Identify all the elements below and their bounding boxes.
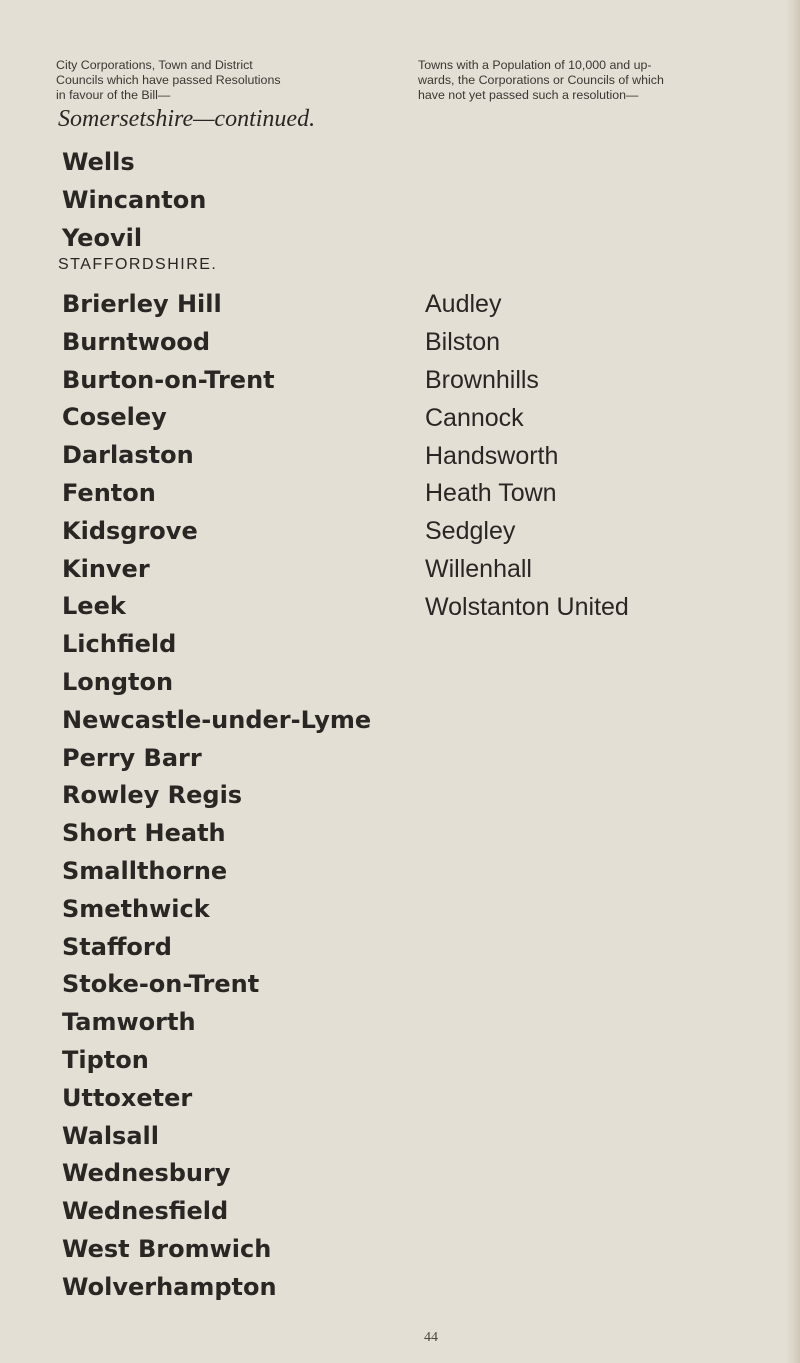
staffordshire-not-passed-list [425,286,629,627]
list-item: Walsall [62,1121,159,1150]
header-line: have not yet passed such a resolution— [418,88,639,102]
list-item: West Bromwich [62,1234,272,1263]
list-item: Wolverhampton [62,1272,277,1301]
list-item: Kidsgrove [62,516,198,545]
list-item: Tipton [62,1045,149,1074]
header-line: in favour of the Bill— [56,88,171,102]
list-item: Uttoxeter [62,1083,193,1112]
list-item: Short Heath [62,819,226,848]
list-item: Stoke-on-Trent [62,970,260,999]
list-item: Perry Barr [62,743,202,772]
staffordshire-passed-list [62,286,371,1307]
list-item: Wednesfield [62,1197,229,1226]
county-continued-heading: Somersetshire—continued. [58,106,316,132]
header-line: Councils which have passed Resolutions [56,73,281,87]
list-item: Willenhall [425,555,532,584]
list-item: Brownhills [425,365,539,394]
list-item: Yeovil [62,223,143,252]
list-item: Smethwick [62,894,210,923]
list-item: Wednesbury [62,1159,231,1188]
somerset-passed-list [62,144,206,258]
list-item: Leek [62,592,126,621]
list-item: Wincanton [62,185,207,214]
list-item: Wells [62,148,135,176]
list-item: Burton-on-Trent [62,365,275,394]
list-item: Stafford [62,932,172,961]
list-item: Heath Town [425,479,557,508]
header-line: City Corporations, Town and District [56,58,253,72]
page-edge [786,0,800,1363]
list-item: Coseley [62,403,167,432]
list-item: Fenton [62,478,156,507]
list-item: Darlaston [62,441,194,470]
list-item: Rowley Regis [62,781,243,810]
list-item: Sedgley [425,517,516,546]
list-item: Audley [425,290,502,318]
list-item: Wolstanton United [425,593,629,622]
header-line: wards, the Corporations or Councils of which [418,73,664,87]
list-item: Burntwood [62,327,211,356]
header-passed-column [56,58,396,103]
list-item: Lichfield [62,630,177,659]
section-heading: STAFFORDSHIRE. [58,256,218,273]
header-line: Towns with a Population of 10,000 and up- [418,58,652,72]
header-not-passed-column [418,58,768,103]
page-number: 44 [424,1330,438,1345]
list-item: Kinver [62,554,150,583]
list-item: Longton [62,667,174,696]
list-item: Brierley Hill [62,290,222,318]
list-item: Bilston [425,327,501,356]
list-item: Newcastle-under-Lyme [62,705,372,734]
list-item: Handsworth [425,441,559,470]
list-item: Smallthorne [62,856,228,885]
list-item: Tamworth [62,1008,196,1037]
list-item: Cannock [425,403,524,432]
